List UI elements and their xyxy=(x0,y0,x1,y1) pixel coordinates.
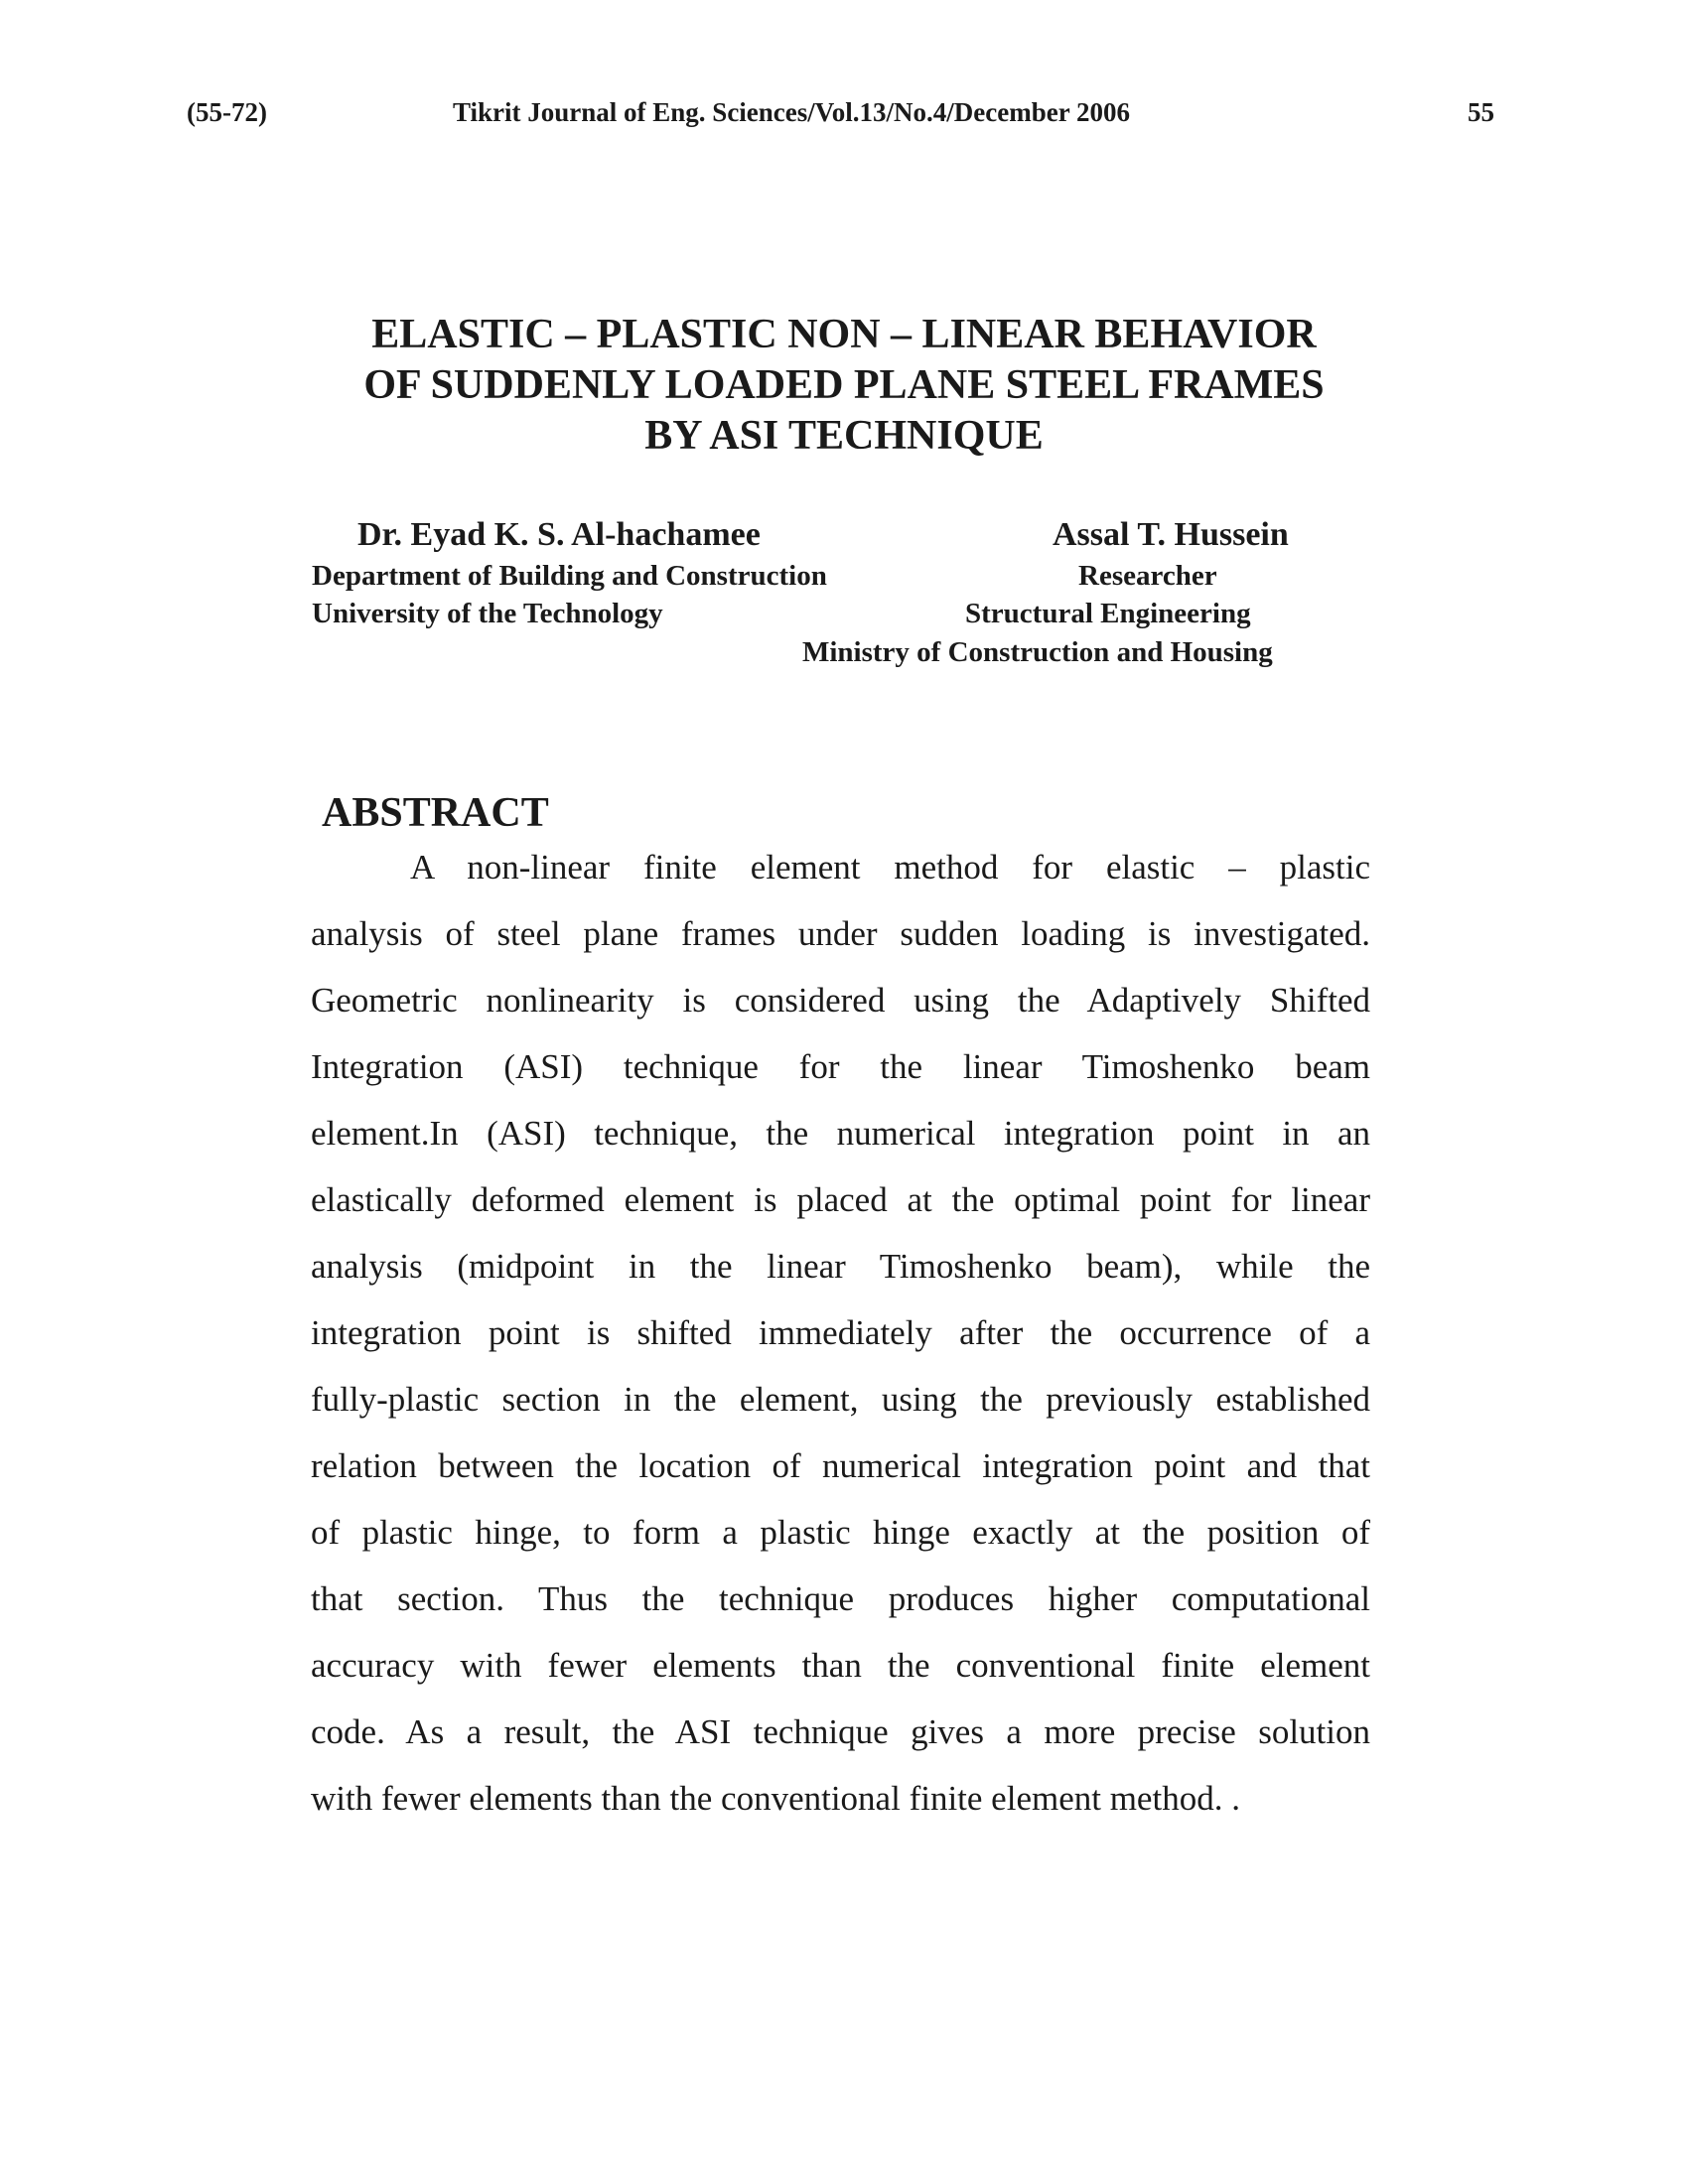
abstract-line: element.In (ASI) technique, the numerical integration point in an xyxy=(311,1114,1370,1153)
abstract-line: fully-plastic section in the element, using the previously established xyxy=(311,1380,1370,1419)
abstract-line: integration point is shifted immediately after the occurrence of a xyxy=(311,1313,1370,1352)
author-right-position: Researcher xyxy=(1078,560,1217,592)
abstract-line: elastically deformed element is placed at the optimal point for linear xyxy=(311,1180,1370,1219)
author-left-name: Dr. Eyad K. S. Al-hachamee xyxy=(357,516,761,553)
abstract-line: analysis (midpoint in the linear Timoshenko beam), while the xyxy=(311,1247,1370,1286)
author-left-department: Department of Building and Construction xyxy=(312,560,827,592)
abstract-heading: ABSTRACT xyxy=(322,790,549,836)
title-line: ELASTIC – PLASTIC NON – LINEAR BEHAVIOR xyxy=(371,312,1317,357)
author-right-institution: Ministry of Construction and Housing xyxy=(802,636,1273,668)
page-number: 55 xyxy=(1468,97,1494,127)
abstract-line: relation between the location of numerical integration point and that xyxy=(311,1446,1370,1485)
author-right-field: Structural Engineering xyxy=(965,598,1251,629)
abstract-body xyxy=(311,834,1370,1832)
running-header xyxy=(0,97,1688,137)
abstract-line: code. As a result, the ASI technique gives a more precise solution xyxy=(311,1712,1370,1751)
abstract-line: A non-linear finite element method for elastic – plastic xyxy=(410,848,1370,887)
abstract-line: Integration (ASI) technique for the linear Timoshenko beam xyxy=(311,1047,1370,1086)
journal-citation: Tikrit Journal of Eng. Sciences/Vol.13/No.4/December 2006 xyxy=(453,97,1130,127)
abstract-line: of plastic hinge, to form a plastic hinge exactly at the position of xyxy=(311,1513,1370,1552)
abstract-line: analysis of steel plane frames under sudden loading is investigated. xyxy=(311,914,1370,953)
abstract-line: Geometric nonlinearity is considered using the Adaptively Shifted xyxy=(311,981,1370,1020)
author-left-institution: University of the Technology xyxy=(312,598,663,629)
title-line: OF SUDDENLY LOADED PLANE STEEL FRAMES xyxy=(363,362,1325,408)
abstract-line: accuracy with fewer elements than the conventional finite element xyxy=(311,1646,1370,1685)
page-range: (55-72) xyxy=(187,97,267,127)
paper-title xyxy=(248,310,1440,462)
author-right-name: Assal T. Hussein xyxy=(1053,516,1289,553)
title-line: BY ASI TECHNIQUE xyxy=(644,413,1044,459)
abstract-line: with fewer elements than the conventional finite element method. . xyxy=(311,1779,1240,1818)
abstract-line: that section. Thus the technique produces higher computational xyxy=(311,1579,1370,1618)
